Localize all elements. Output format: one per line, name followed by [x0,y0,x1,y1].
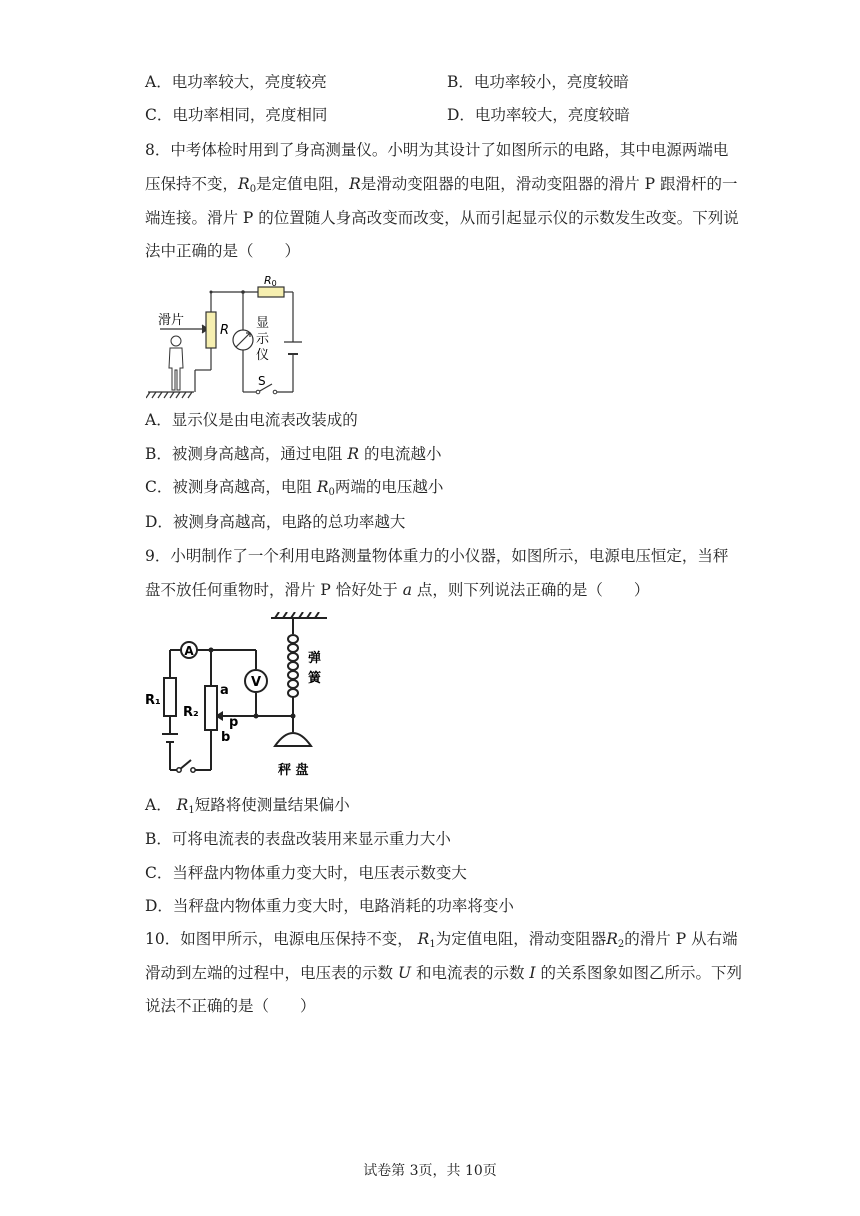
fig9-pan-label: 秤 盘 [278,763,309,778]
fig8-slider-label: 滑片 [158,313,185,328]
q8-stem-line-3: 端连接。滑片 P 的位置随人身高改变而改变，从而引起显示仪的示数发生改变。下列说 [145,209,739,227]
fig8-switch-label: S [258,374,266,388]
fig9-voltmeter-label: V [250,675,262,690]
q8-option-a: A．显示仪是由电流表改装成的 [145,411,358,429]
fig8-display-label-1: 显 [256,316,270,331]
q7-option-d: D．电功率较大，亮度较暗 [447,106,630,124]
q8-option-b: B．被测身高越高，通过电阻 R 的电流越小 [145,445,442,463]
q8-circuit-figure [146,272,306,400]
fig8-r0-label: R0 [264,274,277,288]
q9-stem-line-1: 9．小明制作了一个利用电路测量物体重力的小仪器，如图所示，电源电压恒定，当秤 [145,547,729,565]
q8-option-c: C．被测身高越高，电阻 $R_0$两端的电压越小 [145,478,444,498]
q9-circuit-figure [145,612,340,780]
q8-stem-line-2: 压保持不变，$R_0$是定值电阻，R是滑动变阻器的电阻，滑动变阻器的滑片 P 跟滑杆的一 [145,175,738,195]
q8-option-d: D．被测身高越高，电路的总功率越大 [145,513,406,531]
q8-stem-line-4: 法中正确的是（ ） [145,242,301,260]
fig8-r-label: R [220,323,230,338]
fig9-r2-label: R₂ [183,705,199,720]
fig8-display-label-2: 示 [256,332,270,347]
q8-stem-line-1: 8．中考体检时用到了身高测量仪。小明为其设计了如图所示的电路，其中电源两端电 [145,141,729,159]
page-footer: 试卷第 3页，共 10页 [363,1163,497,1179]
q10-stem-line-2: 滑动到左端的过程中，电压表的示数 U 和电流表的示数 I 的关系图象如图乙所示。下列 [145,964,742,982]
q10-stem-line-1: 10．如图甲所示，电源电压保持不变， $R_1$为定值电阻，滑动变阻器$R_2$的滑片 P 从右端 [145,930,738,950]
q9-option-d: D．当秤盘内物体重力变大时，电路消耗的功率将变小 [145,897,514,915]
fig9-ammeter-label: A [184,644,194,658]
q9-option-c: C．当秤盘内物体重力变大时，电压表示数变大 [145,864,467,882]
q7-option-b: B．电功率较小，亮度较暗 [447,73,629,91]
fig8-display-label-3: 仪 [256,348,270,363]
q9-option-b: B．可将电流表的表盘改装用来显示重力大小 [145,830,451,848]
q9-stem-line-2: 盘不放任何重物时，滑片 P 恰好处于 a 点，则下列说法正确的是（ ） [145,581,650,599]
q7-option-c: C．电功率相同，亮度相同 [145,106,328,124]
fig9-a-label: a [220,683,229,698]
fig9-r1-label: R₁ [145,693,161,708]
fig9-spring-label-1: 弹 [308,651,322,666]
q7-option-a: A．电功率较大，亮度较亮 [145,73,327,91]
fig9-b-label: b [221,730,231,745]
fig9-spring-label-2: 簧 [308,671,322,686]
fig9-p-label: p [229,715,239,730]
q9-option-a: A． $R_1$短路将使测量结果偏小 [145,796,350,816]
q10-stem-line-3: 说法不正确的是（ ） [145,997,316,1015]
